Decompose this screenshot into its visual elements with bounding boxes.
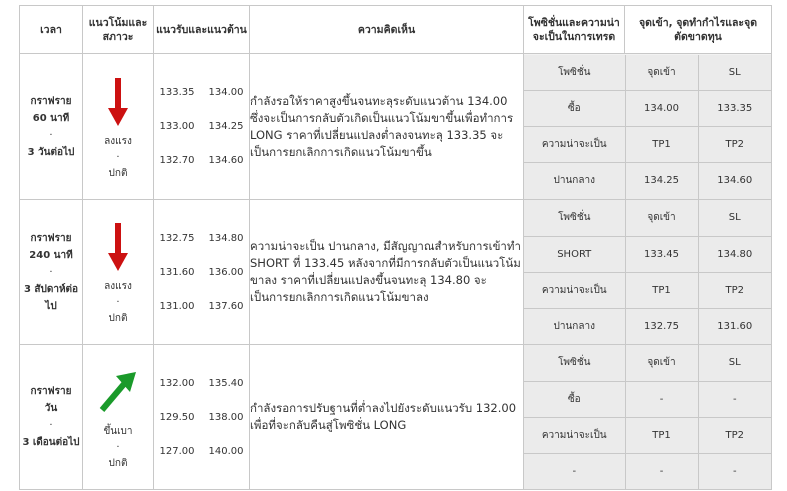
sr-pair [154,366,249,400]
sl-label: SL [698,345,771,381]
sr-pair [154,289,249,323]
header-time: เวลา [20,6,83,54]
resistance-value: 134.60 [208,155,244,166]
trend-state: ปกติ [108,458,128,469]
timeframe-label: กราฟราย [30,232,72,244]
timeframe-period: วัน [44,403,58,414]
tp2-label: TP2 [698,127,771,163]
tp2-value: 131.60 [698,308,771,344]
entry-value: 133.45 [625,236,698,272]
sr-pair [154,400,249,434]
probability-value: ปานกลาง [524,163,625,199]
support-value: 133.35 [159,87,195,98]
tp1-label: TP1 [625,417,698,453]
tp2-label: TP2 [698,417,771,453]
header-trend: แนวโน้มและสภาวะ [83,6,154,54]
entry-label: จุดเข้า [625,55,698,91]
position-grid [524,55,771,199]
trend-cell: ลงแรง · ปกติ [83,200,154,345]
table-row [20,54,772,200]
resistance-value: 136.00 [208,266,244,278]
comment-cell: กำลังรอให้ราคาสูงขึ้นจนทะลุระดับแนวต้าน 134.00 ซึ่งจะเป็นการกลับตัวเกิดเป็นแนวโน้มขาขึ้นเพื่อทำการ LONG ราคาที่เปลี่ยนแปลงต่ำลงจนทะลุ 133.35 จะเป็นการยกเลิกการเกิดแนวโน้มขาขึ้น [250,54,524,200]
probability-value: - [524,453,625,489]
trend-label: ขึ้นเบา [103,426,133,437]
sl-label: SL [698,200,771,236]
resistance-value: 135.40 [208,377,244,389]
tp1-label: TP1 [625,272,698,308]
position-value: ซื้อ [524,381,625,417]
timeframe-label: กราฟราย [30,386,72,397]
sl-label: SL [698,55,771,91]
down-arrow-icon [83,72,153,132]
trend-state: ปกติ [108,313,128,324]
position-cell [524,200,772,345]
support-value: 133.00 [159,121,195,132]
support-value: 132.00 [159,377,195,389]
probability-label: ความน่าจะเป็น [524,417,625,453]
position-cell [524,54,772,200]
timeframe-period: 240 นาที [29,249,73,261]
support-resistance-cell [154,54,250,200]
sr-pair [154,255,249,289]
sl-value: - [698,381,771,417]
tp2-value: - [698,453,771,489]
sl-value: 133.35 [698,91,771,127]
timeframe-horizon: 3 เดือนต่อไป [22,437,80,448]
probability-label: ความน่าจะเป็น [524,272,625,308]
timeframe-cell: กราฟราย 60 นาที · 3 วันต่อไป [20,54,83,200]
sr-pair [154,76,249,110]
position-value: SHORT [524,236,625,272]
trend-label: ลงแรง [104,135,132,147]
probability-label: ความน่าจะเป็น [524,127,625,163]
timeframe-label: กราฟราย [30,95,72,107]
header-position [524,6,772,54]
timeframe-horizon: 3 วันต่อไป [27,146,75,158]
trend-cell: ขึ้นเบา · ปกติ [83,345,154,490]
sr-pair [154,434,249,468]
tp1-value: 134.25 [625,163,698,199]
resistance-value: 137.60 [208,300,244,312]
resistance-value: 140.00 [208,445,244,457]
resistance-value: 134.25 [208,121,244,132]
down-arrow-icon [83,217,153,277]
tp2-label: TP2 [698,272,771,308]
position-label: โพซิชั่น [524,200,625,236]
comment-cell: ความน่าจะเป็น ปานกลาง, มีสัญญาณสำหรับการเข้าทำ SHORT ที่ 133.45 หลังจากที่มีการกลับตัวเป็นแนวโน้มขาลง ราคาที่เปลี่ยนแปลงขึ้นจนทะลุ 134.80 จะเป็นการยกเลิกการเกิดแนวโน้มขาลง [250,200,524,345]
comment-cell: กำลังรอการปรับฐานที่ต่ำลงไปยังระดับแนวรับ 132.00 เพื่อที่จะกลับคืนสู่โพซิชั่น LONG [250,345,524,490]
support-resistance-cell [154,345,250,490]
timeframe-horizon: 3 สัปดาห์ต่อไป [23,283,79,312]
trend-label: ลงแรง [104,281,132,292]
table-row [20,200,772,345]
up-right-arrow-icon [83,362,153,422]
table-row [20,345,772,490]
position-label: โพซิชั่น [524,345,625,381]
trend-cell: ลงแรง · ปกติ [83,54,154,200]
position-label: โพซิชั่น [524,55,625,91]
timeframe-cell: กราฟราย วัน · 3 เดือนต่อไป [20,345,83,490]
support-value: 131.00 [159,300,195,312]
support-value: 131.60 [159,266,195,278]
trading-signals-table [19,5,772,490]
timeframe-period: 60 นาที [32,112,70,124]
resistance-value: 134.00 [208,87,244,98]
support-value: 132.70 [159,155,195,166]
sr-pair [154,221,249,255]
header-comment: ความคิดเห็น [250,6,524,54]
support-resistance-cell [154,200,250,345]
entry-value: - [625,381,698,417]
resistance-value: 138.00 [208,411,244,423]
tp1-value: - [625,453,698,489]
position-value: ซื้อ [524,91,625,127]
entry-value: 134.00 [625,91,698,127]
support-value: 129.50 [159,411,195,423]
entry-label: จุดเข้า [625,345,698,381]
timeframe-cell: กราฟราย 240 นาที · 3 สัปดาห์ต่อไป [20,200,83,345]
resistance-value: 134.80 [208,232,244,244]
support-value: 132.75 [159,232,195,244]
sl-value: 134.80 [698,236,771,272]
position-cell [524,345,772,490]
support-value: 127.00 [159,445,195,457]
tp1-label: TP1 [625,127,698,163]
header-entry-targets: จุดเข้า, จุดทำกำไรและจุดตัดขาดทุน [638,16,758,43]
position-grid [524,200,771,344]
sr-pair [154,110,249,144]
probability-value: ปานกลาง [524,308,625,344]
tp2-value: 134.60 [698,163,771,199]
position-grid [524,345,771,489]
entry-label: จุดเข้า [625,200,698,236]
trend-state: ปกติ [108,167,128,179]
header-support-resistance: แนวรับและแนวต้าน [154,6,250,54]
sr-pair [154,144,249,178]
header-position-probability: โพซิชั่นและความน่าจะเป็นในการเทรด [524,6,625,53]
tp1-value: 132.75 [625,308,698,344]
